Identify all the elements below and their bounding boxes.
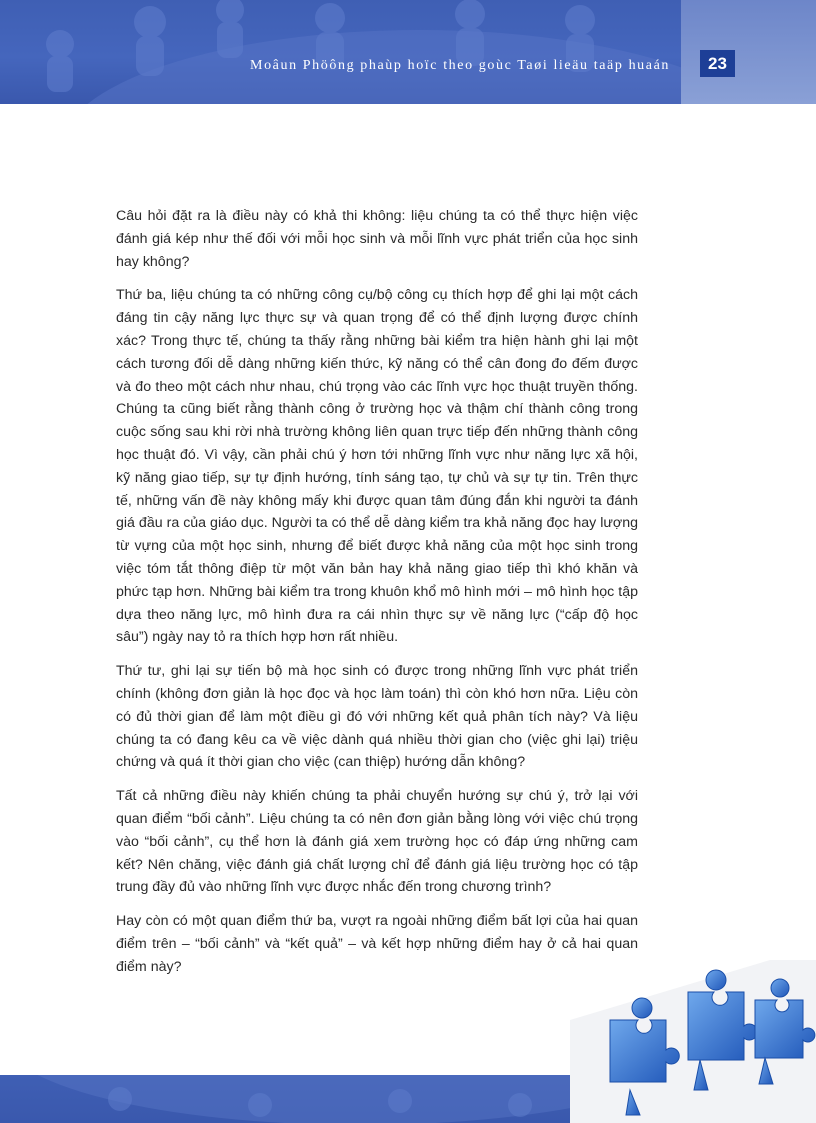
paragraph: Tất cả những điều này khiến chúng ta phải chuyển hướng sự chú ý, trở lại với quan điểm “bối cảnh”. Liệu chúng ta có nên đơn giản bằng lòng với việc chú trọng vào “bối cảnh”, cụ thể hơn là đánh giá xem trường học có đáp ứng những cam kết? Nên chăng, việc đánh giá chất lượng chỉ để đánh giá liệu trường học có tập trung đầy đủ vào những lĩnh vực được nhắc đến trong chương trình?: [116, 788, 638, 896]
body-text: [116, 205, 638, 990]
paragraph: Câu hỏi đặt ra là điều này có khả thi không: liệu chúng ta có thể thực hiện việc đánh giá kép như thế đối với mỗi học sinh và mỗi lĩnh vực phát triển của học sinh hay không?: [116, 208, 638, 270]
paragraph: Thứ tư, ghi lại sự tiến bộ mà học sinh có được trong những lĩnh vực phát triển chính (không đơn giản là học đọc và học làm toán) thì còn khó hơn nữa. Liệu còn có đủ thời gian để làm một điều gì đó với những kết quả phân tích này? Và liệu chúng ta có đang kêu ca về việc dành quá nhiều thời gian cho (việc ghi lại) triệu chứng và quá ít thời gian cho việc (can thiệp) hướng dẫn không?: [116, 663, 638, 771]
page-header: [0, 0, 816, 104]
puzzle-people-decoration: [570, 960, 816, 1123]
paragraph: Hay còn có một quan điểm thứ ba, vượt ra ngoài những điểm bất lợi của hai quan điểm trên – “bối cảnh” và “kết quả” – và kết hợp những điểm hay ở cả hai quan điểm này?: [116, 913, 638, 975]
page-number: 23: [700, 50, 735, 77]
paragraph: Thứ ba, liệu chúng ta có những công cụ/bộ công cụ thích hợp để ghi lại một cách đáng tin cậy năng lực thực sự và quan trọng để có thể định lượng được chính xác? Trong thực tế, chúng ta thấy rằng những bài kiểm tra hiện hành ghi lại một cách tương đối dễ dàng những kiến thức, kỹ năng có thể cân đong đo đếm được và đo theo một cách như nhau, chú trọng vào các lĩnh vực học thuật truyền thống. Chúng ta cũng biết rằng thành công ở trường học và thậm chí thành công trong cuộc sống sau khi rời nhà trường không liên quan trực tiếp đến những thành công học thuật đó. Vì vậy, cần phải chú ý hơn tới những lĩnh vực như năng lực xã hội, kỹ năng giao tiếp, sự tự định hướng, tính sáng tạo, tự chủ và sự tự tin. Trên thực tế, những vấn đề này không mấy khi được quan tâm đúng đắn khi người ta đánh giá đầu ra của giáo dục. Người ta có thể dễ dàng kiểm tra khả năng đọc hay lượng từ vựng của một học sinh, nhưng để biết được khả năng của một học sinh trong việc tóm tắt thông điệp từ một văn bản hay khả năng giao tiếp thì khó khăn và phức tạp hơn. Những bài kiểm tra trong khuôn khổ mô hình mới – mô hình học tập dựa theo năng lực, mô hình đưa ra cái nhìn thực sự về năng lực (“cấp độ học sâu”) ngày nay tỏ ra thích hợp hơn rất nhiều.: [116, 287, 638, 646]
header-title: Moâun Phöông phaùp hoïc theo goùc Taøi lieäu taäp huaán: [250, 58, 670, 73]
